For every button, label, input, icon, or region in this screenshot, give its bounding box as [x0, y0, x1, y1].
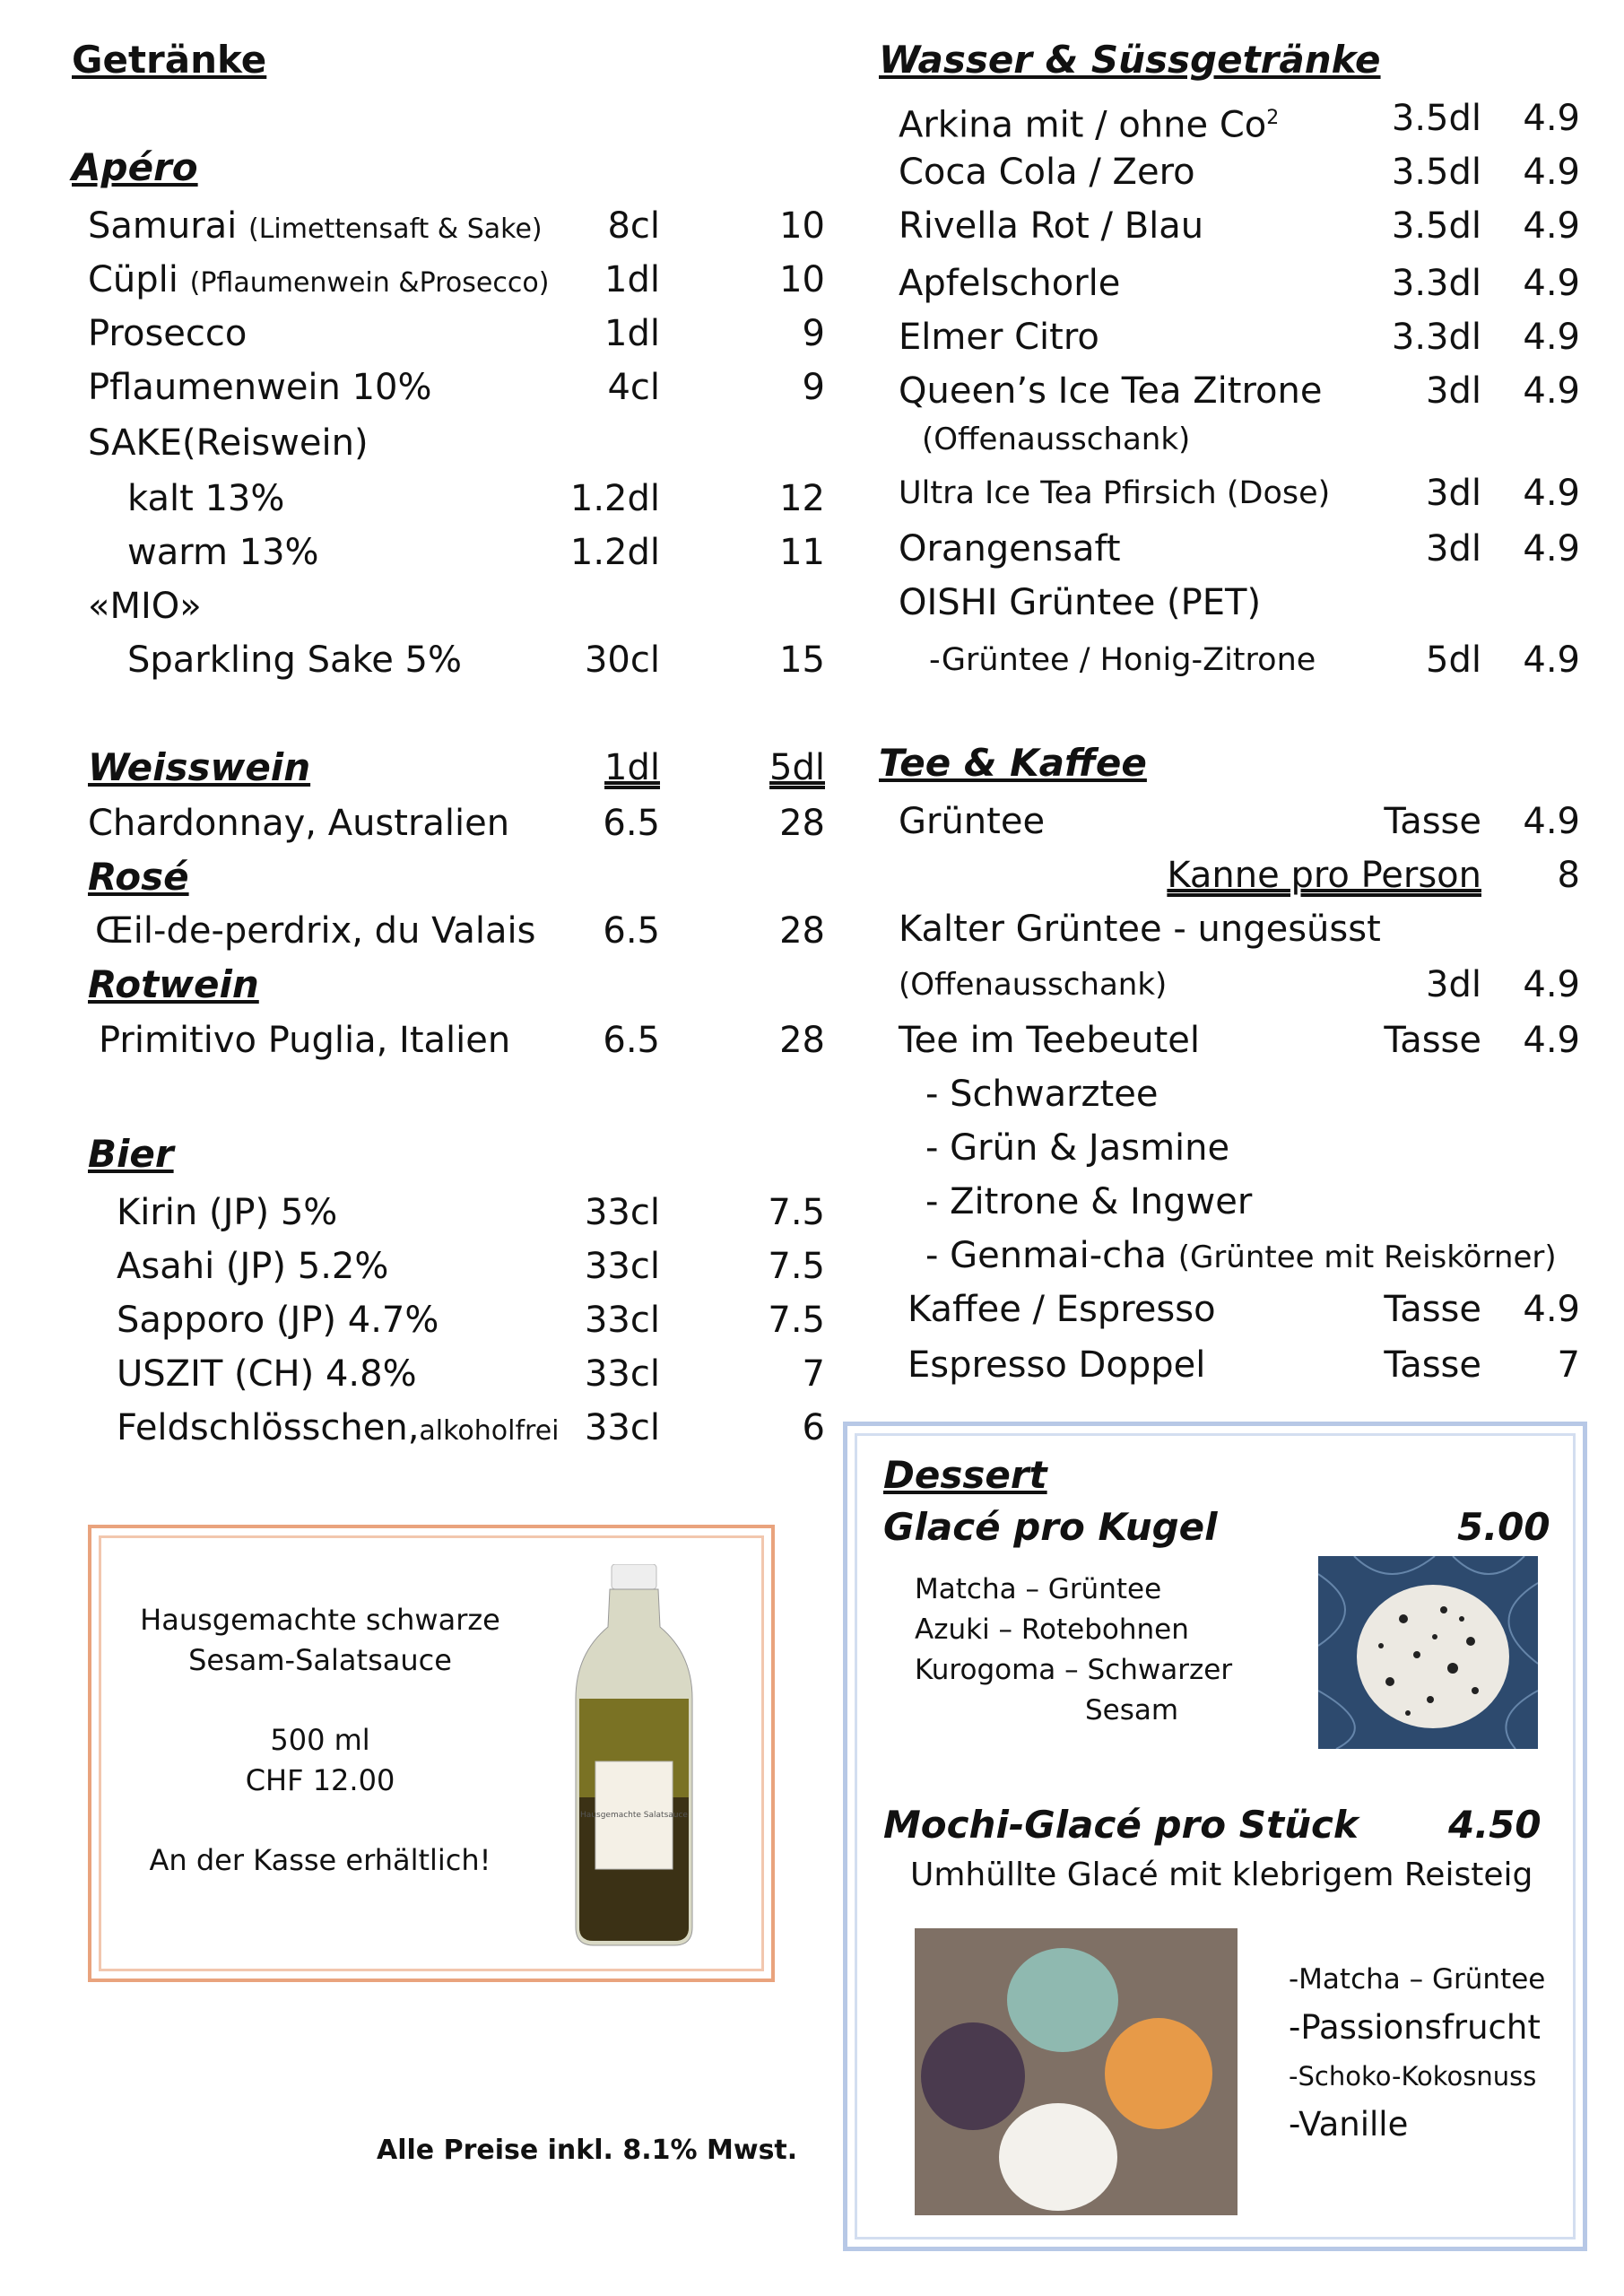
- mochi-title: Mochi-Glacé pro Stück: [883, 1803, 1359, 1847]
- sauce-volume: 500 ml: [270, 1723, 370, 1757]
- kalter-label: Kalter Grüntee - ungesüsst: [899, 909, 1381, 950]
- sauce-text: [91, 1600, 549, 1881]
- flavor-item: -Vanille: [1289, 2105, 1409, 2144]
- list-item: [88, 1013, 877, 1067]
- tea-sort: - Zitrone & Ingwer: [925, 1181, 1253, 1222]
- list-item: [899, 1338, 1580, 1392]
- item-unit: Tasse: [1384, 1289, 1481, 1330]
- list-item: [899, 958, 1580, 1012]
- oishi-label-row: [899, 576, 1580, 630]
- mio-label: «MIO»: [88, 586, 202, 627]
- item-note: (Offenausschank): [922, 422, 1191, 457]
- item-name: Pflaumenwein 10%: [88, 367, 432, 408]
- rotwein-heading-row: [88, 958, 877, 1012]
- rotwein-heading: Rotwein: [88, 962, 259, 1006]
- glace-ball-image: [1318, 1556, 1538, 1749]
- sauce-availability: An der Kasse erhältlich!: [149, 1843, 491, 1877]
- item-price: 8: [1557, 855, 1580, 896]
- sake-label: SAKE(Reiswein): [88, 422, 369, 464]
- item-price: 10: [779, 205, 825, 247]
- flavor-item: Sesam: [1085, 1694, 1179, 1726]
- item-name: warm 13%: [127, 532, 319, 573]
- flavor-item: Azuki – Rotebohnen: [915, 1613, 1189, 1646]
- item-note: (Grüntee mit Reiskörner): [1177, 1239, 1557, 1275]
- item-name: -Grüntee / Honig-Zitrone: [929, 642, 1316, 678]
- glace-price: 5.00: [1457, 1505, 1550, 1549]
- item-name: Coca Cola / Zero: [899, 152, 1195, 193]
- rose-heading: Rosé: [88, 855, 189, 899]
- item-price: 4.9: [1523, 263, 1580, 304]
- item-name: Tee im Teebeutel: [899, 1020, 1200, 1061]
- item-volume: 3dl: [1426, 528, 1481, 570]
- list-item: [88, 1293, 877, 1347]
- item-price: 4.9: [1523, 473, 1580, 514]
- sauce-price: CHF 12.00: [245, 1763, 395, 1797]
- item-name: Prosecco: [88, 313, 248, 354]
- item-name: Asahi (JP) 5.2%: [117, 1246, 389, 1287]
- dessert-box: [843, 1422, 1587, 2251]
- item-name: Cüpli: [88, 259, 178, 300]
- item-volume: 3.3dl: [1391, 317, 1481, 358]
- oishi-label: OISHI Grüntee (PET): [899, 582, 1262, 623]
- bier-heading: Bier: [88, 1132, 174, 1176]
- list-item: [899, 633, 1580, 687]
- item-price: 7.5: [768, 1192, 825, 1233]
- list-item: [88, 1239, 877, 1293]
- item-price: 7.5: [768, 1300, 825, 1341]
- item-volume: 3dl: [1426, 964, 1481, 1005]
- item-volume: 3dl: [1426, 370, 1481, 412]
- mochi-flavors: [1289, 1955, 1545, 2149]
- item-price-1dl: 6.5: [603, 803, 660, 844]
- item-price: 4.9: [1523, 98, 1580, 139]
- list-item: [899, 1283, 1580, 1336]
- col-5dl: 5dl: [769, 747, 825, 788]
- item-name: Œil-de-perdrix, du Valais: [95, 910, 536, 952]
- list-item: [88, 633, 877, 687]
- item-name: Samurai: [88, 205, 238, 247]
- sauce-title-line1: Hausgemachte schwarze: [140, 1603, 500, 1637]
- item-name: Rivella Rot / Blau: [899, 205, 1204, 247]
- item-name: USZIT (CH) 4.8%: [117, 1353, 417, 1395]
- mochi-description: Umhüllte Glacé mit klebrigem Reisteig: [910, 1857, 1533, 1893]
- list-item: [88, 472, 877, 526]
- item-name: Kirin (JP) 5%: [117, 1192, 338, 1233]
- item-price: 7.5: [768, 1246, 825, 1287]
- item-volume: 1.2dl: [569, 532, 660, 573]
- item-name: Kaffee / Espresso: [908, 1289, 1216, 1330]
- item-price: 9: [802, 313, 825, 354]
- page-title: Getränke: [72, 38, 267, 82]
- item-volume: 33cl: [584, 1192, 660, 1233]
- item-price: 4.9: [1523, 370, 1580, 412]
- rose-heading-row: [88, 850, 877, 904]
- item-note: (Pflaumenwein &Prosecco): [189, 267, 550, 299]
- item-name: Primitivo Puglia, Italien: [99, 1020, 511, 1061]
- item-name: (Offenausschank): [899, 967, 1168, 1003]
- bottle-label-text: Hausgemachte Salatsauce: [580, 1811, 688, 1820]
- item-name: Elmer Citro: [899, 317, 1099, 358]
- item-note: (Limettensaft & Sake): [248, 213, 543, 245]
- mochi-price: 4.50: [1448, 1803, 1541, 1847]
- tea-heading: Tee & Kaffee: [879, 741, 1147, 785]
- list-item: [88, 253, 877, 307]
- item-volume: 33cl: [584, 1407, 660, 1448]
- item-superscript: 2: [1266, 107, 1280, 129]
- list-item: [899, 466, 1580, 520]
- dessert-heading: Dessert: [883, 1453, 1047, 1497]
- item-volume: 1dl: [604, 259, 660, 300]
- item-volume: 33cl: [584, 1353, 660, 1395]
- item-volume: 8cl: [607, 205, 660, 247]
- flavor-item: -Passionsfrucht: [1289, 2008, 1541, 2047]
- list-item: [899, 1013, 1580, 1067]
- col-1dl: 1dl: [604, 747, 660, 788]
- item-price: 12: [779, 478, 825, 519]
- list-item: [88, 199, 877, 253]
- item-price: 7: [1557, 1344, 1580, 1386]
- item-volume: 33cl: [584, 1246, 660, 1287]
- kalter-label-row: [899, 902, 1580, 956]
- list-item: [88, 307, 877, 361]
- item-volume: 3.5dl: [1391, 152, 1481, 193]
- item-name: Apfelschorle: [899, 263, 1121, 304]
- flavor-item: Kurogoma – Schwarzer: [915, 1654, 1233, 1686]
- item-name: Feldschlösschen,: [117, 1407, 420, 1448]
- tea-sort: - Grün & Jasmine: [925, 1127, 1230, 1169]
- apero-heading: Apéro: [72, 145, 198, 189]
- item-price: 10: [779, 259, 825, 300]
- item-volume: 30cl: [584, 639, 660, 681]
- list-item: [899, 795, 1580, 848]
- price-footer: Alle Preise inkl. 8.1% Mwst.: [377, 2135, 798, 2166]
- item-volume: 4cl: [607, 367, 660, 408]
- list-item: [899, 257, 1580, 310]
- item-volume: 3dl: [1426, 473, 1481, 514]
- list-item: [88, 1186, 877, 1239]
- item-note: alkoholfrei: [419, 1415, 560, 1447]
- item-price: 4.9: [1523, 152, 1580, 193]
- item-unit: Tasse: [1384, 1344, 1481, 1386]
- item-name: Kanne pro Person: [1167, 855, 1481, 896]
- item-name: Sapporo (JP) 4.7%: [117, 1300, 439, 1341]
- list-item: [899, 848, 1580, 902]
- item-unit: Tasse: [1384, 1020, 1481, 1061]
- item-price-1dl: 6.5: [603, 1020, 660, 1061]
- item-price: 11: [779, 532, 825, 573]
- item-volume: 1.2dl: [569, 478, 660, 519]
- item-price: 4.9: [1523, 1020, 1580, 1061]
- list-item: [899, 145, 1580, 199]
- item-price: 4.9: [1523, 317, 1580, 358]
- item-name: Grüntee: [899, 801, 1046, 842]
- item-price: 4.9: [1523, 639, 1580, 681]
- item-name: Arkina mit / ohne Co: [899, 104, 1267, 146]
- flavor-item: Matcha – Grüntee: [915, 1573, 1162, 1605]
- item-name: Sparkling Sake 5%: [127, 639, 463, 681]
- item-volume: 1dl: [604, 313, 660, 354]
- item-name: Espresso Doppel: [908, 1344, 1206, 1386]
- item-price-1dl: 6.5: [603, 910, 660, 952]
- list-item: [899, 522, 1580, 576]
- item-price: 15: [779, 639, 825, 681]
- list-item: [88, 1347, 877, 1401]
- wine-header: [88, 741, 877, 795]
- sauce-bottle-image: [558, 1564, 710, 1950]
- flavor-item: -Schoko-Kokosnuss: [1289, 2061, 1537, 2092]
- item-price: 9: [802, 367, 825, 408]
- item-name: kalt 13%: [127, 478, 285, 519]
- item-price: 7: [802, 1353, 825, 1395]
- glace-flavors: [915, 1570, 1232, 1731]
- item-price: 4.9: [1523, 1289, 1580, 1330]
- item-volume: 3.5dl: [1391, 205, 1481, 247]
- item-price: 4.9: [1523, 528, 1580, 570]
- item-name: Chardonnay, Australien: [88, 803, 510, 844]
- item-price: 4.9: [1523, 801, 1580, 842]
- item-name: Orangensaft: [899, 528, 1121, 570]
- mochi-image: [915, 1928, 1238, 2215]
- item-price: 6: [802, 1407, 825, 1448]
- list-item: [899, 310, 1580, 364]
- sauce-promo-box: [88, 1525, 775, 1982]
- item-name: Queen’s Ice Tea Zitrone: [899, 370, 1323, 412]
- item-price-5dl: 28: [779, 803, 825, 844]
- item-volume: 5dl: [1426, 639, 1481, 681]
- list-item: [899, 364, 1580, 418]
- item-price: 4.9: [1523, 205, 1580, 247]
- list-item: [88, 796, 877, 850]
- list-item: [88, 526, 877, 579]
- item-name: Ultra Ice Tea Pfirsich (Dose): [899, 475, 1331, 511]
- list-item: [88, 904, 877, 958]
- sauce-title-line2: Sesam-Salatsauce: [188, 1643, 452, 1677]
- item-name: - Genmai-cha: [925, 1235, 1167, 1276]
- item-volume: 3.3dl: [1391, 263, 1481, 304]
- list-item: [88, 1401, 877, 1455]
- item-volume: 33cl: [584, 1300, 660, 1341]
- item-unit: Tasse: [1384, 801, 1481, 842]
- queens-note-row: [899, 413, 1580, 466]
- item-price-5dl: 28: [779, 910, 825, 952]
- list-item: [88, 361, 877, 414]
- list-item: [899, 199, 1580, 253]
- tea-sort: [899, 1229, 1580, 1283]
- water-heading: Wasser & Süssgetränke: [879, 38, 1381, 82]
- list-item: [899, 91, 1580, 145]
- item-price-5dl: 28: [779, 1020, 825, 1061]
- tea-sort: - Schwarztee: [925, 1074, 1159, 1115]
- flavor-item: -Matcha – Grüntee: [1289, 1963, 1546, 1996]
- item-volume: 3.5dl: [1391, 98, 1481, 139]
- weisswein-heading: Weisswein: [88, 745, 311, 789]
- glace-title: Glacé pro Kugel: [883, 1505, 1218, 1549]
- item-price: 4.9: [1523, 964, 1580, 1005]
